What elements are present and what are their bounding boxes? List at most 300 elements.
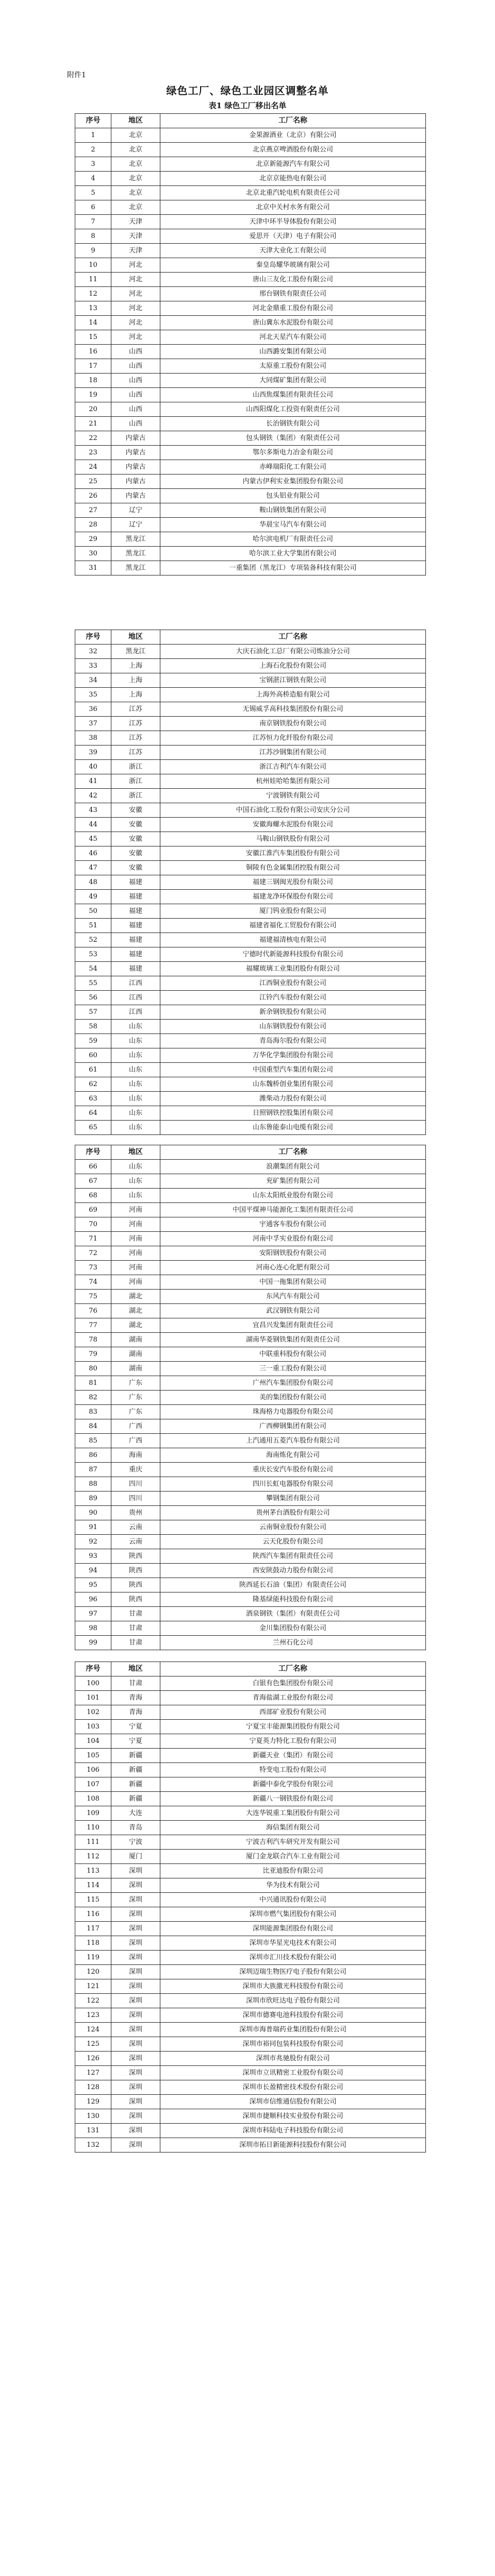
cell-region: 大连 [111, 1806, 160, 1821]
cell-region: 广西 [111, 1419, 160, 1434]
cell-region: 广东 [111, 1405, 160, 1419]
cell-name: 万华化学集团股份有限公司 [160, 1048, 426, 1063]
table-row [75, 1290, 426, 1304]
cell-no: 36 [75, 702, 111, 717]
cell-no: 103 [75, 1720, 111, 1734]
cell-no: 40 [75, 760, 111, 774]
table-row [75, 1749, 426, 1763]
cell-name: 云南铜业股份有限公司 [160, 1520, 426, 1535]
cell-region: 深圳 [111, 2080, 160, 2095]
cell-no: 112 [75, 1850, 111, 1864]
table-row [75, 1864, 426, 1878]
cell-name: 深圳能源集团股份有限公司 [160, 1922, 426, 1936]
cell-region: 山东 [111, 1189, 160, 1203]
cell-name: 日照钢铁控股集团有限公司 [160, 1106, 426, 1121]
cell-no: 20 [75, 402, 111, 417]
cell-region: 内蒙古 [111, 431, 160, 446]
cell-region: 黑龙江 [111, 645, 160, 659]
cell-name: 中国重型汽车集团有限公司 [160, 1063, 426, 1077]
cell-no: 17 [75, 359, 111, 374]
cell-no: 31 [75, 561, 111, 575]
cell-name: 隆基绿能科技股份有限公司 [160, 1592, 426, 1607]
table-row [75, 1621, 426, 1636]
table1-title: 表1 绿色工厂移出名单 [208, 101, 287, 110]
cell-no: 9 [75, 244, 111, 258]
cell-region: 深圳 [111, 1893, 160, 1907]
table-row [75, 904, 426, 919]
table-row [75, 789, 426, 803]
cell-region: 甘肃 [111, 1607, 160, 1621]
cell-region: 内蒙古 [111, 460, 160, 474]
cell-name: 安阳钢铁股份有限公司 [160, 1246, 426, 1261]
table-row [75, 976, 426, 991]
cell-no: 80 [75, 1362, 111, 1376]
cell-name: 大庆石油化工总厂有限公司炼油分公司 [160, 645, 426, 659]
cell-no: 13 [75, 301, 111, 316]
cell-no: 94 [75, 1564, 111, 1578]
cell-region: 山东 [111, 1048, 160, 1063]
table-row [75, 1520, 426, 1535]
table-row [75, 1835, 426, 1850]
cell-region: 河南 [111, 1246, 160, 1261]
cell-region: 山西 [111, 345, 160, 359]
cell-name: 河南心连心化肥有限公司 [160, 1261, 426, 1275]
cell-no: 120 [75, 1965, 111, 1979]
cell-name: 广西柳钢集团有限公司 [160, 1419, 426, 1434]
table-row [75, 1362, 426, 1376]
cell-name: 陕西汽车集团有限责任公司 [160, 1549, 426, 1564]
cell-region: 宁夏 [111, 1734, 160, 1749]
table-row [75, 2066, 426, 2080]
cell-no: 50 [75, 904, 111, 919]
cell-region: 黑龙江 [111, 547, 160, 561]
cell-region: 山东 [111, 1092, 160, 1106]
cell-region: 云南 [111, 1535, 160, 1549]
column-header-name: 工厂名称 [160, 630, 426, 645]
factory-table-part-4 [75, 1662, 426, 2153]
table-row [75, 745, 426, 760]
cell-name: 太原重工股份有限公司 [160, 359, 426, 374]
cell-name: 海信集团有限公司 [160, 1821, 426, 1835]
cell-region: 新疆 [111, 1763, 160, 1777]
cell-name: 福建三钢闽光股份有限公司 [160, 875, 426, 890]
table-row [75, 919, 426, 933]
table-row [75, 1092, 426, 1106]
cell-no: 68 [75, 1189, 111, 1203]
cell-no: 8 [75, 229, 111, 244]
cell-no: 41 [75, 774, 111, 789]
cell-name: 青海盐湖工业股份有限公司 [160, 1691, 426, 1705]
table-row [75, 200, 426, 215]
cell-region: 河南 [111, 1275, 160, 1290]
cell-name: 东风汽车有限公司 [160, 1290, 426, 1304]
page-title: 绿色工厂、绿色工业园区调整名单 [166, 84, 329, 97]
cell-name: 贵州茅台酒股份有限公司 [160, 1506, 426, 1520]
cell-no: 73 [75, 1261, 111, 1275]
table-row [75, 2037, 426, 2052]
table-row [75, 330, 426, 345]
cell-no: 34 [75, 673, 111, 688]
table-row [75, 258, 426, 273]
cell-region: 山东 [111, 1174, 160, 1189]
cell-name: 宇通客车股份有限公司 [160, 1217, 426, 1232]
table-row [75, 503, 426, 518]
cell-no: 23 [75, 446, 111, 460]
cell-region: 辽宁 [111, 503, 160, 518]
cell-no: 84 [75, 1419, 111, 1434]
cell-region: 北京 [111, 186, 160, 200]
cell-no: 78 [75, 1333, 111, 1347]
cell-no: 60 [75, 1048, 111, 1063]
factory-table-part-2 [75, 630, 426, 1135]
cell-region: 深圳 [111, 2138, 160, 2153]
cell-no: 24 [75, 460, 111, 474]
table-header-row [75, 630, 426, 645]
cell-region: 广东 [111, 1391, 160, 1405]
cell-no: 43 [75, 803, 111, 818]
table-row [75, 2023, 426, 2037]
table-row [75, 215, 426, 229]
table-row [75, 1347, 426, 1362]
cell-name: 大连华锐重工集团股份有限公司 [160, 1806, 426, 1821]
table-row [75, 1979, 426, 1994]
cell-no: 89 [75, 1492, 111, 1506]
cell-no: 106 [75, 1763, 111, 1777]
table-row [75, 460, 426, 474]
column-header-region: 地区 [111, 1662, 160, 1676]
table-row [75, 1965, 426, 1979]
table-row [75, 1878, 426, 1893]
cell-region: 江苏 [111, 745, 160, 760]
table-row [75, 1160, 426, 1174]
table-row [75, 1419, 426, 1434]
cell-region: 贵州 [111, 1506, 160, 1520]
cell-name: 珠海格力电器股份有限公司 [160, 1405, 426, 1419]
cell-name: 大同煤矿集团有限公司 [160, 374, 426, 388]
cell-name: 江苏恒力化纤股份有限公司 [160, 731, 426, 745]
cell-no: 30 [75, 547, 111, 561]
cell-region: 深圳 [111, 2008, 160, 2023]
table-row [75, 287, 426, 301]
cell-name: 唐山三友化工股份有限公司 [160, 273, 426, 287]
cell-no: 82 [75, 1391, 111, 1405]
table-row [75, 832, 426, 846]
cell-name: 北京北重汽轮电机有限责任公司 [160, 186, 426, 200]
cell-name: 云天化股份有限公司 [160, 1535, 426, 1549]
cell-region: 浙江 [111, 760, 160, 774]
cell-region: 江苏 [111, 702, 160, 717]
cell-no: 38 [75, 731, 111, 745]
table-row [75, 143, 426, 157]
cell-name: 深圳迈瑞生物医疗电子股份有限公司 [160, 1965, 426, 1979]
cell-region: 深圳 [111, 1994, 160, 2008]
cell-no: 128 [75, 2080, 111, 2095]
cell-region: 福建 [111, 947, 160, 962]
table-row [75, 890, 426, 904]
cell-no: 63 [75, 1092, 111, 1106]
cell-region: 重庆 [111, 1463, 160, 1477]
cell-region: 黑龙江 [111, 561, 160, 575]
table-row [75, 402, 426, 417]
table-row [75, 1806, 426, 1821]
table-row [75, 301, 426, 316]
cell-no: 70 [75, 1217, 111, 1232]
table-row [75, 1691, 426, 1705]
cell-region: 河北 [111, 330, 160, 345]
cell-name: 山西潞安集团有限公司 [160, 345, 426, 359]
cell-no: 99 [75, 1636, 111, 1650]
cell-region: 海南 [111, 1448, 160, 1463]
cell-no: 4 [75, 172, 111, 186]
cell-no: 11 [75, 273, 111, 287]
cell-no: 65 [75, 1121, 111, 1135]
cell-region: 山西 [111, 374, 160, 388]
cell-region: 广西 [111, 1434, 160, 1448]
table-row [75, 1763, 426, 1777]
cell-no: 117 [75, 1922, 111, 1936]
cell-no: 15 [75, 330, 111, 345]
cell-region: 北京 [111, 200, 160, 215]
factory-table-part-1 [75, 113, 426, 575]
cell-name: 深圳市德赛电池科技股份有限公司 [160, 2008, 426, 2023]
cell-region: 福建 [111, 904, 160, 919]
cell-region: 湖南 [111, 1347, 160, 1362]
column-header-no: 序号 [75, 1145, 111, 1160]
cell-region: 深圳 [111, 2023, 160, 2037]
cell-name: 爱思开（天津）电子有限公司 [160, 229, 426, 244]
cell-region: 福建 [111, 875, 160, 890]
cell-name: 新余钢铁股份有限公司 [160, 1005, 426, 1020]
cell-region: 河南 [111, 1232, 160, 1246]
cell-no: 109 [75, 1806, 111, 1821]
cell-no: 12 [75, 287, 111, 301]
cell-name: 江西铜业股份有限公司 [160, 976, 426, 991]
cell-no: 86 [75, 1448, 111, 1463]
cell-no: 123 [75, 2008, 111, 2023]
cell-no: 64 [75, 1106, 111, 1121]
cell-region: 浙江 [111, 789, 160, 803]
cell-region: 深圳 [111, 2095, 160, 2109]
cell-no: 90 [75, 1506, 111, 1520]
cell-name: 深圳市科陆电子科技股份有限公司 [160, 2124, 426, 2138]
cell-no: 77 [75, 1318, 111, 1333]
cell-name: 内蒙古伊利实业集团股份有限公司 [160, 474, 426, 489]
cell-region: 河北 [111, 258, 160, 273]
table-row [75, 374, 426, 388]
cell-no: 118 [75, 1936, 111, 1951]
cell-name: 安徽江淮汽车集团股份有限公司 [160, 846, 426, 861]
cell-region: 山西 [111, 359, 160, 374]
cell-no: 95 [75, 1578, 111, 1592]
table-row [75, 991, 426, 1005]
cell-region: 内蒙古 [111, 489, 160, 503]
cell-name: 厦门钨业股份有限公司 [160, 904, 426, 919]
table-row [75, 1676, 426, 1691]
cell-region: 安徽 [111, 818, 160, 832]
cell-region: 天津 [111, 215, 160, 229]
cell-name: 鞍山钢铁集团有限公司 [160, 503, 426, 518]
cell-region: 湖南 [111, 1333, 160, 1347]
cell-no: 74 [75, 1275, 111, 1290]
column-header-region: 地区 [111, 114, 160, 128]
table-row [75, 1232, 426, 1246]
cell-region: 福建 [111, 919, 160, 933]
table-row [75, 1705, 426, 1720]
column-header-region: 地区 [111, 1145, 160, 1160]
table-row [75, 1391, 426, 1405]
table-row [75, 2080, 426, 2095]
cell-region: 深圳 [111, 1922, 160, 1936]
table-row [75, 933, 426, 947]
table-row [75, 229, 426, 244]
table-row [75, 846, 426, 861]
cell-name: 山东钢铁股份有限公司 [160, 1020, 426, 1034]
cell-no: 16 [75, 345, 111, 359]
cell-name: 三一重工股份有限公司 [160, 1362, 426, 1376]
cell-name: 浪潮集团有限公司 [160, 1160, 426, 1174]
cell-no: 100 [75, 1676, 111, 1691]
table-row [75, 417, 426, 431]
cell-region: 山西 [111, 388, 160, 402]
cell-name: 深圳市信维通信股份有限公司 [160, 2095, 426, 2109]
cell-no: 76 [75, 1304, 111, 1318]
table-row [75, 532, 426, 547]
table-row [75, 1477, 426, 1492]
cell-name: 广州汽车集团股份有限公司 [160, 1376, 426, 1391]
table-row [75, 2124, 426, 2138]
cell-region: 深圳 [111, 1864, 160, 1878]
cell-region: 辽宁 [111, 518, 160, 532]
cell-no: 101 [75, 1691, 111, 1705]
cell-region: 湖北 [111, 1304, 160, 1318]
cell-no: 57 [75, 1005, 111, 1020]
table-row [75, 673, 426, 688]
table-row [75, 1720, 426, 1734]
cell-region: 深圳 [111, 2052, 160, 2066]
cell-no: 96 [75, 1592, 111, 1607]
table-row [75, 1734, 426, 1749]
table-row [75, 561, 426, 575]
cell-name: 宁波吉利汽车研究开发有限公司 [160, 1835, 426, 1850]
cell-region: 湖北 [111, 1290, 160, 1304]
table-row [75, 547, 426, 561]
table-row [75, 1592, 426, 1607]
cell-region: 江苏 [111, 717, 160, 731]
table-row [75, 1048, 426, 1063]
cell-name: 深圳市兆驰股份有限公司 [160, 2052, 426, 2066]
cell-name: 西安陕鼓动力股份有限公司 [160, 1564, 426, 1578]
table-row [75, 875, 426, 890]
table-row [75, 1893, 426, 1907]
cell-no: 48 [75, 875, 111, 890]
cell-name: 深圳市长盈精密技术股份有限公司 [160, 2080, 426, 2095]
cell-region: 陕西 [111, 1592, 160, 1607]
cell-name: 湖南华菱钢铁集团有限责任公司 [160, 1333, 426, 1347]
cell-name: 深圳市立讯精密工业股份有限公司 [160, 2066, 426, 2080]
table-row [75, 2052, 426, 2066]
cell-region: 甘肃 [111, 1621, 160, 1636]
cell-no: 14 [75, 316, 111, 330]
table-row [75, 1607, 426, 1621]
cell-region: 陕西 [111, 1564, 160, 1578]
cell-no: 122 [75, 1994, 111, 2008]
column-header-no: 序号 [75, 114, 111, 128]
cell-no: 6 [75, 200, 111, 215]
cell-name: 华为技术有限公司 [160, 1878, 426, 1893]
cell-no: 130 [75, 2109, 111, 2124]
table-row [75, 688, 426, 702]
table-row [75, 1318, 426, 1333]
cell-region: 福建 [111, 890, 160, 904]
cell-no: 1 [75, 128, 111, 143]
cell-region: 河北 [111, 273, 160, 287]
cell-name: 南京钢铁股份有限公司 [160, 717, 426, 731]
cell-name: 深圳市华星光电技术有限公司 [160, 1936, 426, 1951]
table-row [75, 1850, 426, 1864]
table-row [75, 2109, 426, 2124]
cell-name: 深圳市捷顺科技实业股份有限公司 [160, 2109, 426, 2124]
cell-name: 西部矿业股份有限公司 [160, 1705, 426, 1720]
cell-name: 美的集团股份有限公司 [160, 1391, 426, 1405]
cell-name: 长治钢铁有限公司 [160, 417, 426, 431]
table-row [75, 186, 426, 200]
cell-region: 青海 [111, 1691, 160, 1705]
table-row [75, 1535, 426, 1549]
cell-name: 福建省福化工贸股份有限公司 [160, 919, 426, 933]
cell-no: 102 [75, 1705, 111, 1720]
table-row [75, 947, 426, 962]
cell-name: 宁夏英力特化工股份有限公司 [160, 1734, 426, 1749]
table-row [75, 1792, 426, 1806]
table-row [75, 446, 426, 460]
cell-name: 中联重科股份有限公司 [160, 1347, 426, 1362]
cell-no: 55 [75, 976, 111, 991]
cell-no: 27 [75, 503, 111, 518]
cell-no: 21 [75, 417, 111, 431]
cell-no: 97 [75, 1607, 111, 1621]
cell-no: 85 [75, 1434, 111, 1448]
cell-region: 陕西 [111, 1578, 160, 1592]
cell-name: 天津中环半导体股份有限公司 [160, 215, 426, 229]
cell-no: 45 [75, 832, 111, 846]
table-row [75, 1636, 426, 1650]
cell-name: 酒泉钢铁（集团）有限责任公司 [160, 1607, 426, 1621]
cell-no: 46 [75, 846, 111, 861]
cell-name: 山东鲁能泰山电缆有限公司 [160, 1121, 426, 1135]
cell-region: 深圳 [111, 2037, 160, 2052]
cell-name: 北京燕京啤酒股份有限公司 [160, 143, 426, 157]
cell-no: 58 [75, 1020, 111, 1034]
table-row [75, 1506, 426, 1520]
cell-region: 山东 [111, 1077, 160, 1092]
cell-name: 唐山冀东水泥股份有限公司 [160, 316, 426, 330]
cell-no: 111 [75, 1835, 111, 1850]
cell-no: 5 [75, 186, 111, 200]
cell-region: 河南 [111, 1261, 160, 1275]
cell-name: 包头钢铁（集团）有限责任公司 [160, 431, 426, 446]
cell-name: 江苏沙钢集团有限公司 [160, 745, 426, 760]
cell-name: 鄂尔多斯电力冶金有限公司 [160, 446, 426, 460]
cell-name: 宝钢湛江钢铁有限公司 [160, 673, 426, 688]
cell-name: 无锡威孚高科技集团股份有限公司 [160, 702, 426, 717]
table-row [75, 1492, 426, 1506]
cell-name: 白银有色集团股份有限公司 [160, 1676, 426, 1691]
cell-no: 114 [75, 1878, 111, 1893]
cell-name: 北京中关村水务有限公司 [160, 200, 426, 215]
cell-name: 新疆中泰化学股份有限公司 [160, 1777, 426, 1792]
cell-name: 中国平煤神马能源化工集团有限责任公司 [160, 1203, 426, 1217]
cell-name: 深圳市裕同包装科技股份有限公司 [160, 2037, 426, 2052]
